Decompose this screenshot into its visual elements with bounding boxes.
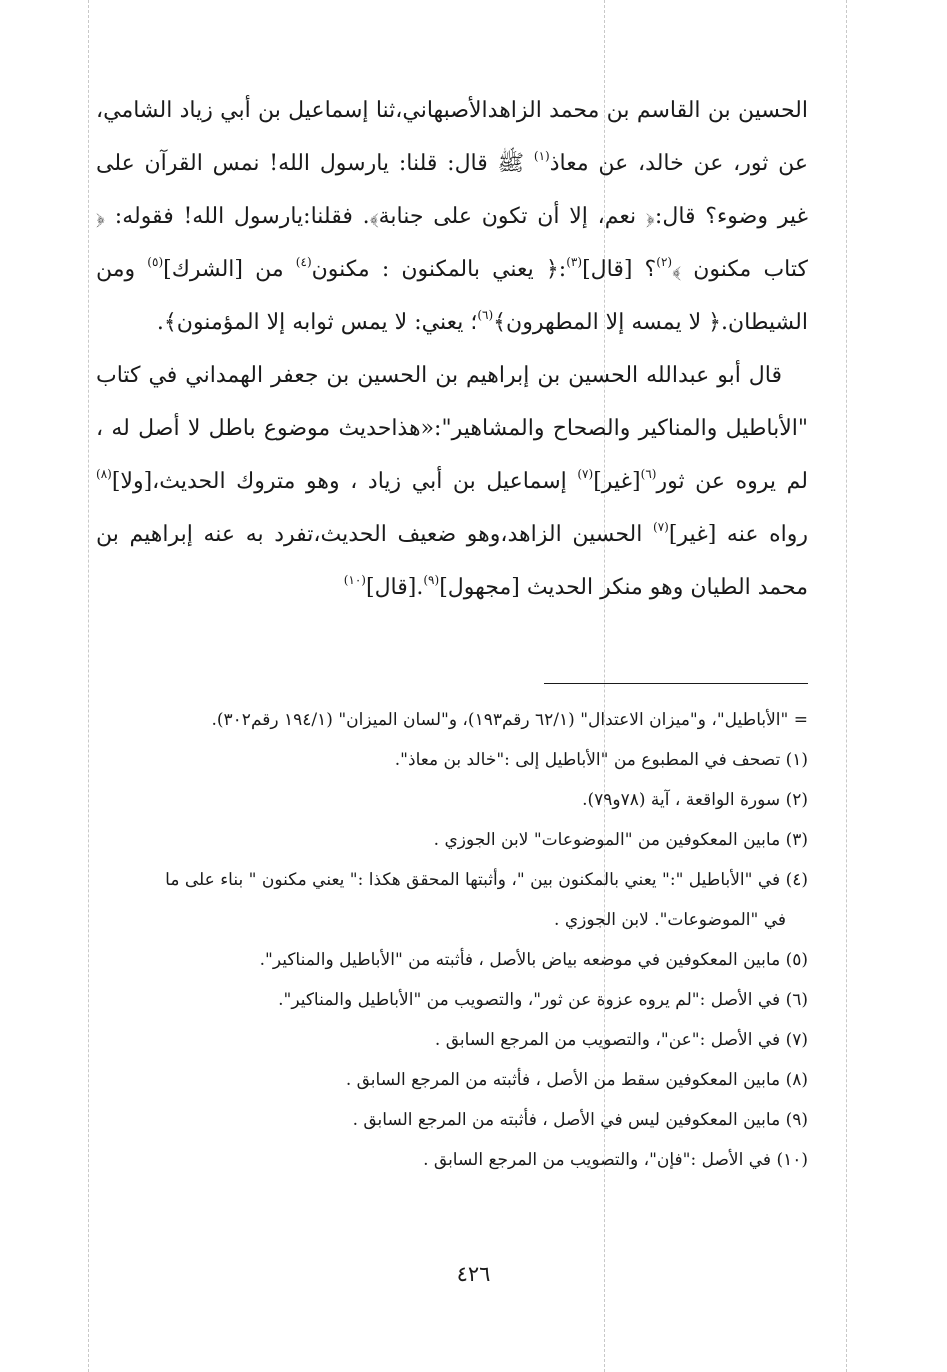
footnote-1: (١) تصحف في المطبوع من "الأباطيل إلى :"خالد بن معاذ". xyxy=(394,750,808,770)
footnote-marker: (٢) xyxy=(656,255,673,269)
footnote-6: (٦) في الأصل :"لم يروه عزوة عن ثور"، والتصويب من "الأباطيل والمناكير". xyxy=(278,990,808,1010)
footnote-7: (٧) في الأصل :"عن"، والتصويب من المرجع السابق . xyxy=(434,1030,808,1050)
footnote-marker: (١٠) xyxy=(343,573,366,587)
footnote-marker: (٩) xyxy=(423,573,440,587)
main-text xyxy=(96,84,808,614)
footnote-marker: (٤) xyxy=(295,255,312,269)
footnote-4-continued: في "الموضوعات". لابن الجوزي . xyxy=(554,910,786,930)
text-run: ومن الشيطان.﴿ لا يمسه إلا المطهرون﴾ xyxy=(96,257,808,335)
footnote-marker: (٧) xyxy=(577,467,594,481)
text-run: :﴿ يعني بالمكنون : مكنون xyxy=(311,257,567,282)
paragraph-2 xyxy=(96,349,808,614)
footnote-separator xyxy=(544,683,808,684)
text-run: الحسين الزاهد،وهو ضعيف الحديث،تفرد به عنه إبراهيم بن محمد الطيان وهو منكر الحديث [مجهول] xyxy=(96,522,808,600)
footnote-marker: (٥) xyxy=(147,255,164,269)
text-run: .[قال] xyxy=(365,575,424,600)
text-run: الحسين بن القاسم بن محمد الزاهدالأصبهاني،ثنا إسماعيل بن أبي زياد الشامي، عن ثور، عن خالد، عن معاذ xyxy=(96,98,808,176)
text-run: قال أبو عبدالله الحسين بن إبراهيم بن الحسين بن جعفر الهمداني في كتاب "الأباطيل والمناكير والصحاح والمشاهير":«هذاحديث موضوع باطل لا أصل له ، لم يروه عن ثور xyxy=(96,363,808,494)
page-number: ٤٢٦ xyxy=(456,1262,491,1286)
footnote-marker: (٨) xyxy=(96,467,112,481)
footnote-marker: (٧) xyxy=(653,520,669,534)
scan-guide-line-left xyxy=(88,0,89,1372)
footnote-9: (٩) مابين المعكوفين ليس في الأصل ، فأثبته من المرجع السابق . xyxy=(352,1110,808,1130)
scan-guide-line-right xyxy=(846,0,847,1372)
footnote-continuation: = "الأباطيل"، و"ميزان الاعتدال" (٦٢/١ رقم١٩٣)، و"لسان الميزان" (١٩٤/١ رقم٣٠٢). xyxy=(211,710,808,730)
text-run: من [الشرك] xyxy=(163,257,296,282)
footnotes-section xyxy=(96,700,808,1180)
footnote-marker: (١) xyxy=(533,149,550,163)
footnote-marker: (٦) xyxy=(477,308,494,322)
paragraph-1 xyxy=(96,84,808,349)
text-run: [غير] xyxy=(593,469,641,494)
footnote-marker: (٦) xyxy=(640,467,657,481)
footnote-3: (٣) مابين المعكوفين من "الموضوعات" لابن الجوزي . xyxy=(433,830,808,850)
footnote-2: (٢) سورة الواقعة ، آية (٧٨و٧٩). xyxy=(582,790,808,810)
footnote-4: (٤) في "الأباطيل ":" يعني بالمكنون بين "، وأثبتها المحقق هكذا :" يعني مكنون " بناء على ما xyxy=(165,870,808,890)
text-run: ؛ يعني: لا يمس ثوابه إلا المؤمنون﴾. xyxy=(156,310,478,335)
text-run: ؟ [قال] xyxy=(582,257,657,282)
text-run: رواه عنه [غير] xyxy=(668,522,808,547)
footnote-8: (٨) مابين المعكوفين سقط من الأصل ، فأثبته من المرجع السابق . xyxy=(345,1070,808,1090)
text-run: ﷺ قال: قلنا: يارسول الله! نمس القرآن على غير وضوء؟ قال:﴿ نعم، إلا أن تكون على جنابة﴾. فقلنا:يارسول الله! فقوله: ﴿ كتاب مكنون ﴾ xyxy=(96,151,809,282)
footnote-marker: (٣) xyxy=(566,255,583,269)
footnote-10: (١٠) في الأصل :"فإن"، والتصويب من المرجع السابق . xyxy=(423,1150,808,1170)
footnote-5: (٥) مابين المعكوفين في موضعه بياض بالأصل ، فأثبته من "الأباطيل والمناكير". xyxy=(259,950,808,970)
text-run: إسماعيل بن أبي زياد ، وهو متروك الحديث،[ولا] xyxy=(111,469,578,494)
